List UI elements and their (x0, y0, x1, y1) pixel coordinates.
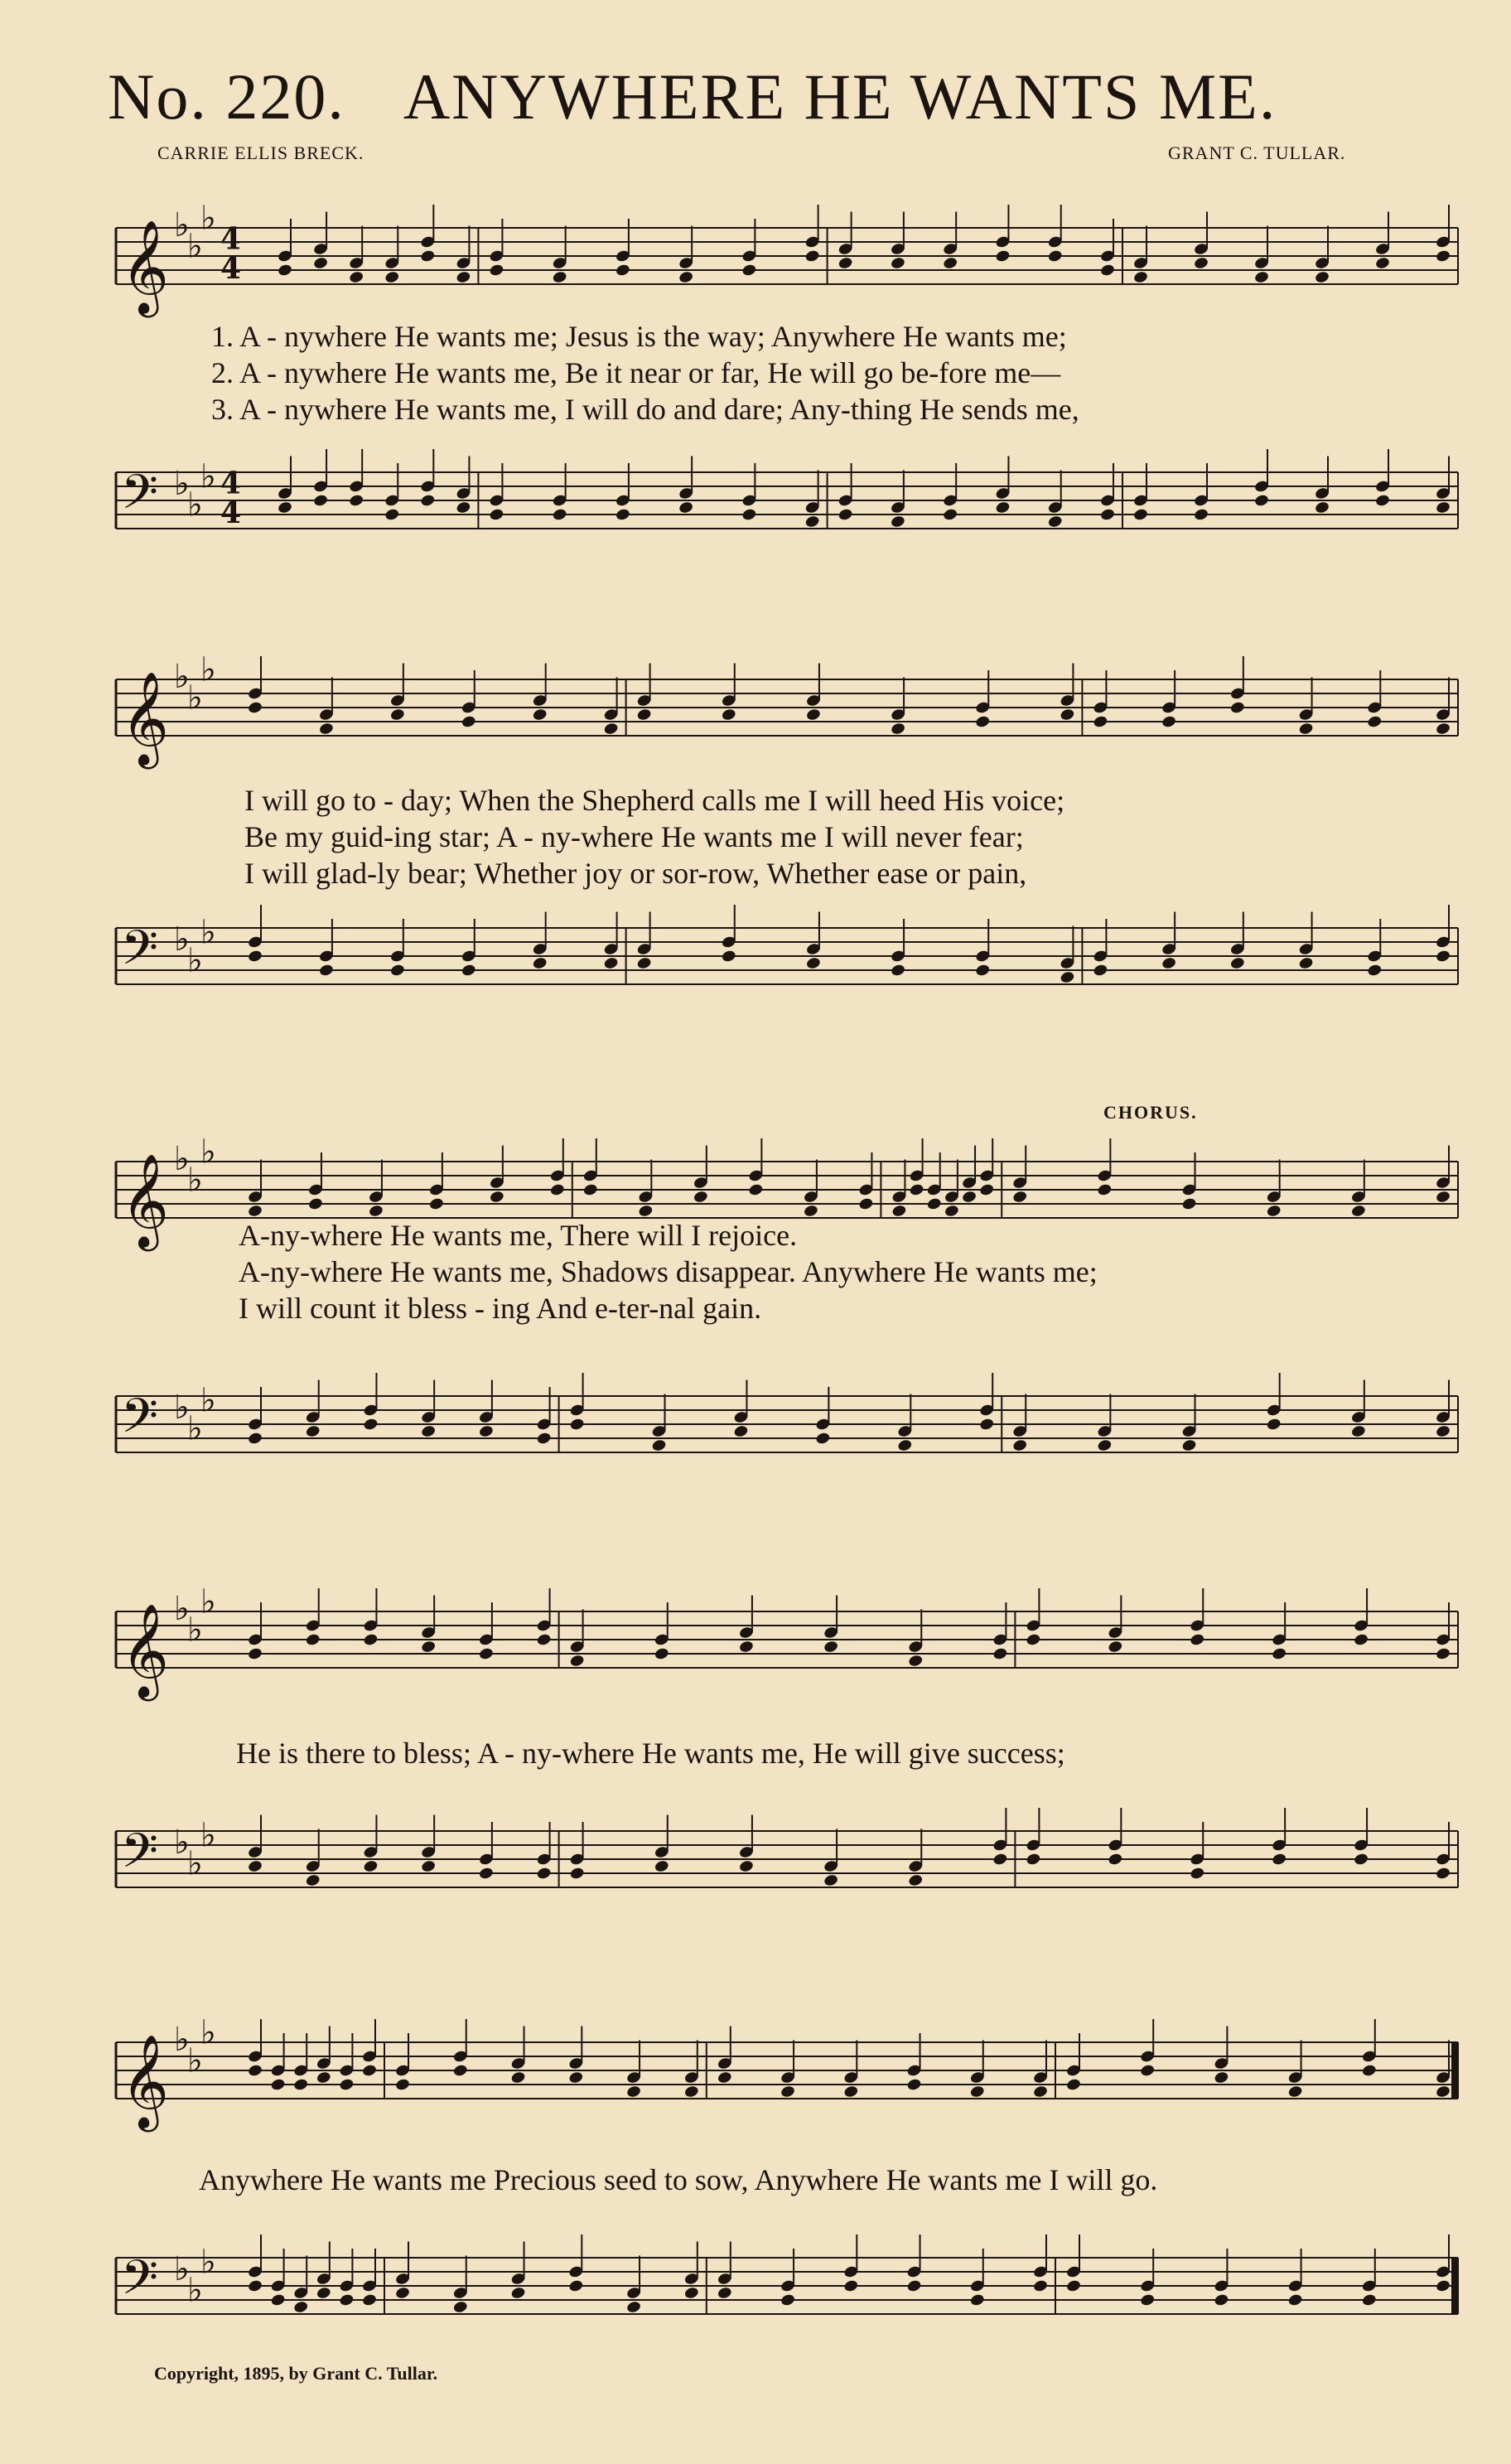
flat-icon: ♭ (200, 2243, 216, 2282)
note-head (651, 1438, 667, 1452)
note-head (741, 508, 757, 522)
note-head (389, 964, 405, 978)
copyright-notice: Copyright, 1895, by Grant C. Tullar. (154, 2363, 438, 2384)
flat-icon: ♭ (174, 465, 190, 503)
note-head (1093, 964, 1108, 978)
note-head (975, 964, 991, 978)
note-head (815, 1432, 831, 1446)
bass-clef-icon: 𝄢 (121, 2249, 159, 2317)
note-head (536, 1432, 552, 1446)
flat-icon: ♭ (200, 1582, 216, 1621)
note-head (293, 2300, 309, 2314)
flat-icon: ♭ (174, 1590, 190, 1628)
note-head (1287, 2293, 1303, 2307)
note-head (838, 508, 853, 522)
lyric-line-verse-1: He is there to bless; A - ny-where He wants me, He will give success; (236, 1737, 1065, 1770)
note-head (926, 1197, 942, 1211)
note-head (615, 263, 630, 278)
note-head (1298, 956, 1314, 970)
note-head (456, 270, 471, 284)
bass-staff (116, 431, 1458, 572)
note-head (738, 1859, 754, 1873)
note-head (1099, 263, 1115, 278)
music-system-3 (116, 1102, 1458, 1516)
chorus-label: CHORUS. (1103, 1102, 1198, 1123)
note-head (1193, 508, 1209, 522)
note-head (549, 1183, 565, 1197)
flat-icon: ♭ (200, 1133, 216, 1172)
note-head (1060, 708, 1075, 722)
note-head (780, 2293, 795, 2307)
note-head (1435, 2279, 1451, 2293)
note-head (721, 708, 736, 722)
flat-icon: ♭ (174, 206, 190, 244)
note-head (1026, 1633, 1041, 1647)
note-head (361, 2293, 377, 2307)
note-head (823, 1640, 839, 1654)
music-system-1 (116, 186, 1458, 559)
note-head (1214, 2070, 1229, 2085)
note-head (394, 2286, 410, 2300)
note-head (305, 1424, 321, 1438)
note-head (1190, 1633, 1205, 1647)
note-head (979, 1183, 995, 1197)
note-head (536, 1867, 552, 1881)
note-head (489, 508, 504, 522)
note-head (1435, 949, 1451, 964)
note-head (1374, 256, 1390, 270)
flat-icon: ♭ (187, 679, 203, 717)
note-head (1435, 1867, 1451, 1881)
lyric-line-verse-3: I will glad-ly bear; Whether joy or sor-row, Whether ease or pain, (244, 857, 1027, 890)
note-head (394, 2078, 410, 2092)
note-head (943, 508, 958, 522)
note-head (625, 2085, 641, 2099)
note-head (1108, 1853, 1123, 1867)
bass-clef-icon: 𝄢 (121, 1388, 159, 1456)
flat-icon: ♭ (187, 2041, 203, 2080)
note-head (247, 2064, 263, 2078)
note-head (654, 1647, 669, 1661)
note-head (316, 2286, 331, 2300)
note-head (318, 964, 334, 978)
note-head (1181, 1438, 1197, 1452)
bass-clef-icon: 𝄢 (121, 464, 159, 532)
note-head (270, 2293, 286, 2307)
note-head (803, 1204, 818, 1218)
treble-clef-icon: 𝄞 (121, 1153, 169, 1248)
lyric-line-verse-1: Anywhere He wants me Precious seed to sow, Anywhere He wants me I will go. (199, 2163, 1158, 2196)
note-head (569, 1418, 585, 1432)
note-head (247, 2279, 263, 2293)
hymn-number: No. 220. (108, 60, 345, 133)
note-head (1435, 1647, 1451, 1661)
bass-staff (116, 887, 1458, 1027)
note-head (678, 500, 694, 515)
note-head (1435, 500, 1451, 515)
flat-icon: ♭ (174, 1389, 190, 1427)
note-head (247, 1859, 263, 1873)
lyric-line-verse-2: A-ny-where He wants me, Shadows disappear. Anywhere He wants me; (239, 1255, 1098, 1288)
note-head (995, 249, 1011, 263)
flat-icon: ♭ (200, 913, 216, 952)
note-head (906, 2078, 922, 2092)
note-head (456, 500, 471, 515)
note-head (717, 2286, 732, 2300)
note-head (738, 1640, 754, 1654)
note-head (1253, 494, 1269, 508)
note-head (890, 256, 905, 270)
note-head (305, 1633, 321, 1647)
note-head (1367, 964, 1383, 978)
note-head (741, 263, 757, 278)
note-head (510, 2070, 526, 2085)
note-head (247, 1432, 263, 1446)
treble-clef-icon: 𝄞 (121, 1603, 169, 1698)
note-head (339, 2078, 355, 2092)
note-head (1065, 2078, 1081, 2092)
note-head (1161, 715, 1177, 729)
flat-icon: ♭ (200, 650, 216, 689)
note-head (1060, 970, 1075, 984)
note-head (532, 708, 548, 722)
note-head (1354, 1853, 1369, 1867)
note-head (748, 1183, 764, 1197)
note-head (532, 956, 548, 970)
note-head (461, 715, 476, 729)
final-barline (1451, 2042, 1458, 2099)
note-head (909, 1183, 924, 1197)
note-head (363, 1633, 379, 1647)
note-head (1047, 249, 1063, 263)
note-head (349, 494, 364, 508)
note-head (979, 1418, 995, 1432)
hymn-title: ANYWHERE HE WANTS ME. (403, 60, 1277, 133)
flat-icon: ♭ (174, 920, 190, 959)
note-head (908, 1873, 924, 1887)
note-head (478, 1647, 494, 1661)
note-head (780, 2085, 795, 2099)
note-head (1032, 2085, 1048, 2099)
note-head (1435, 249, 1451, 263)
note-head (1012, 1190, 1028, 1204)
time-signature-top: 4 (220, 466, 242, 501)
note-head (1093, 715, 1108, 729)
treble-staff (116, 186, 1458, 327)
note-head (552, 508, 567, 522)
note-head (838, 256, 853, 270)
music-system-5 (116, 2001, 1458, 2349)
flat-icon: ♭ (200, 457, 216, 496)
composer-credit: GRANT C. TULLAR. (1168, 143, 1346, 163)
time-signature-bottom: 4 (220, 251, 242, 287)
note-head (510, 2286, 526, 2300)
treble-clef-icon: 𝄞 (121, 2034, 169, 2128)
note-head (693, 1190, 708, 1204)
note-head (569, 1867, 585, 1881)
flat-icon: ♭ (187, 2271, 203, 2310)
note-head (313, 256, 329, 270)
flat-icon: ♭ (187, 1844, 203, 1883)
note-head (1298, 722, 1314, 736)
note-head (1287, 2085, 1303, 2099)
note-head (1161, 956, 1177, 970)
flat-icon: ♭ (187, 1611, 203, 1650)
note-head (603, 956, 619, 970)
flat-icon: ♭ (174, 658, 190, 696)
note-head (247, 701, 263, 715)
note-head (1190, 1867, 1205, 1881)
note-head (636, 956, 652, 970)
flat-icon: ♭ (187, 1409, 203, 1448)
note-head (1214, 2293, 1229, 2307)
note-head (805, 708, 821, 722)
note-head (683, 2085, 699, 2099)
music-system-4 (116, 1570, 1458, 1918)
note-head (1374, 494, 1390, 508)
note-head (461, 964, 476, 978)
note-head (478, 1867, 494, 1881)
note-head (420, 494, 436, 508)
note-head (1266, 1204, 1282, 1218)
note-head (1435, 1424, 1451, 1438)
flat-icon: ♭ (174, 1140, 190, 1178)
note-head (1272, 1647, 1287, 1661)
note-head (293, 2078, 309, 2092)
note-head (452, 2300, 468, 2314)
note-head (678, 270, 694, 284)
treble-clef-icon: 𝄞 (121, 220, 169, 314)
note-head (969, 2293, 985, 2307)
flat-icon: ♭ (200, 1381, 216, 1420)
note-head (384, 508, 400, 522)
note-head (1026, 1853, 1041, 1867)
note-head (683, 2286, 699, 2300)
note-head (478, 1424, 494, 1438)
note-head (823, 1873, 839, 1887)
note-head (603, 722, 619, 736)
note-head (489, 263, 504, 278)
note-head (277, 500, 292, 515)
note-head (1193, 256, 1209, 270)
treble-staff (116, 2001, 1458, 2142)
flat-icon: ♭ (187, 227, 203, 266)
note-head (363, 1859, 379, 1873)
note-head (536, 1633, 552, 1647)
note-head (843, 2085, 859, 2099)
note-head (552, 270, 567, 284)
note-head (1354, 1633, 1369, 1647)
flat-icon: ♭ (174, 2250, 190, 2288)
note-head (1229, 701, 1245, 715)
note-head (307, 1197, 323, 1211)
note-head (452, 2064, 468, 2078)
note-head (1097, 1438, 1113, 1452)
note-head (349, 270, 364, 284)
note-head (908, 1654, 924, 1668)
note-head (568, 2279, 584, 2293)
note-head (1132, 508, 1148, 522)
note-head (1229, 956, 1245, 970)
note-head (1435, 2085, 1451, 2099)
note-head (992, 1647, 1008, 1661)
note-head (961, 1190, 977, 1204)
note-head (1132, 270, 1148, 284)
note-head (1435, 722, 1451, 736)
note-head (247, 1204, 263, 1218)
note-head (1350, 1424, 1366, 1438)
note-head (805, 956, 821, 970)
note-head (384, 270, 400, 284)
note-head (318, 722, 334, 736)
note-head (1099, 508, 1115, 522)
note-head (389, 708, 405, 722)
lyric-line-verse-1: I will go to - day; When the Shepherd calls me I will heed His voice; (244, 784, 1065, 817)
music-system-2 (116, 638, 1458, 1011)
note-head (569, 1654, 585, 1668)
flat-icon: ♭ (187, 486, 203, 524)
lyric-line-verse-2: 2. A - nywhere He wants me, Be it near or far, He will go be-fore me— (211, 356, 1061, 389)
note-head (1097, 1183, 1113, 1197)
note-head (1012, 1438, 1028, 1452)
note-head (992, 1853, 1008, 1867)
note-head (1314, 500, 1330, 515)
note-head (625, 2300, 641, 2314)
flat-icon: ♭ (174, 1824, 190, 1862)
time-signature-top: 4 (220, 221, 242, 257)
note-head (421, 1424, 437, 1438)
note-head (1361, 2064, 1377, 2078)
note-head (804, 515, 820, 529)
flat-icon: ♭ (200, 2013, 216, 2052)
treble-clef-icon: 𝄞 (121, 671, 169, 766)
note-head (843, 2279, 859, 2293)
note-head (858, 1197, 874, 1211)
note-head (721, 949, 736, 964)
bass-staff (116, 1790, 1458, 1930)
note-head (421, 1640, 437, 1654)
note-head (1140, 2064, 1156, 2078)
flat-icon: ♭ (187, 941, 203, 980)
bass-clef-icon: 𝄢 (121, 920, 159, 988)
treble-staff (116, 1570, 1458, 1711)
note-head (1047, 515, 1063, 529)
note-head (368, 1204, 384, 1218)
note-head (582, 1183, 598, 1197)
note-head (363, 1418, 379, 1432)
treble-staff (116, 638, 1458, 779)
note-head (975, 715, 991, 729)
note-head (733, 1424, 749, 1438)
lyricist-credit: CARRIE ELLIS BRECK. (157, 143, 364, 163)
note-head (1140, 2293, 1156, 2307)
note-head (1314, 270, 1330, 284)
note-head (615, 508, 630, 522)
note-head (489, 1190, 504, 1204)
lyric-line-verse-3: I will count it bless - ing And e-ter-nal gain. (239, 1292, 762, 1325)
note-head (1361, 2293, 1377, 2307)
note-head (906, 2279, 922, 2293)
note-head (1108, 1640, 1123, 1654)
note-head (1065, 2279, 1081, 2293)
note-head (421, 1859, 437, 1873)
note-head (247, 949, 263, 964)
flat-icon: ♭ (187, 1161, 203, 1200)
note-head (944, 1204, 959, 1218)
note-head (891, 1204, 907, 1218)
note-head (305, 1873, 321, 1887)
note-head (897, 1438, 913, 1452)
lyric-line-verse-1: 1. A - nywhere He wants me; Jesus is the way; Anywhere He wants me; (211, 320, 1067, 353)
bass-clef-icon: 𝄢 (121, 1823, 159, 1891)
note-head (568, 2070, 584, 2085)
flat-icon: ♭ (200, 199, 216, 238)
note-head (890, 515, 905, 529)
note-head (891, 964, 906, 978)
note-head (636, 708, 652, 722)
note-head (316, 2070, 331, 2085)
lyric-line-verse-2: Be my guid-ing star; A - ny-where He wants me I will never fear; (244, 820, 1024, 853)
note-head (804, 249, 820, 263)
bass-staff (116, 2216, 1458, 2357)
lyric-line-verse-1: A-ny-where He wants me, There will I rejoice. (239, 1219, 798, 1252)
note-head (891, 722, 906, 736)
note-head (1350, 1204, 1366, 1218)
note-head (1435, 1190, 1451, 1204)
note-head (717, 2070, 732, 2085)
note-head (247, 1647, 263, 1661)
note-head (428, 1197, 444, 1211)
note-head (1272, 1853, 1287, 1867)
note-head (654, 1859, 669, 1873)
note-head (339, 2293, 355, 2307)
note-head (313, 494, 329, 508)
time-signature-bottom: 4 (220, 495, 242, 531)
note-head (638, 1204, 654, 1218)
note-head (943, 256, 958, 270)
note-head (420, 249, 436, 263)
bass-staff (116, 1355, 1458, 1495)
note-head (1266, 1418, 1282, 1432)
note-head (995, 500, 1011, 515)
flat-icon: ♭ (200, 1816, 216, 1855)
flat-icon: ♭ (174, 2021, 190, 2059)
lyric-line-verse-3: 3. A - nywhere He wants me, I will do and dare; Any-thing He sends me, (211, 393, 1079, 426)
note-head (270, 2078, 286, 2092)
note-head (1253, 270, 1269, 284)
final-barline (1451, 2258, 1458, 2314)
note-head (277, 263, 292, 278)
hymn-header (108, 60, 1277, 134)
note-head (1181, 1197, 1197, 1211)
note-head (361, 2064, 377, 2078)
note-head (1032, 2279, 1048, 2293)
note-head (969, 2085, 985, 2099)
note-head (1367, 715, 1383, 729)
